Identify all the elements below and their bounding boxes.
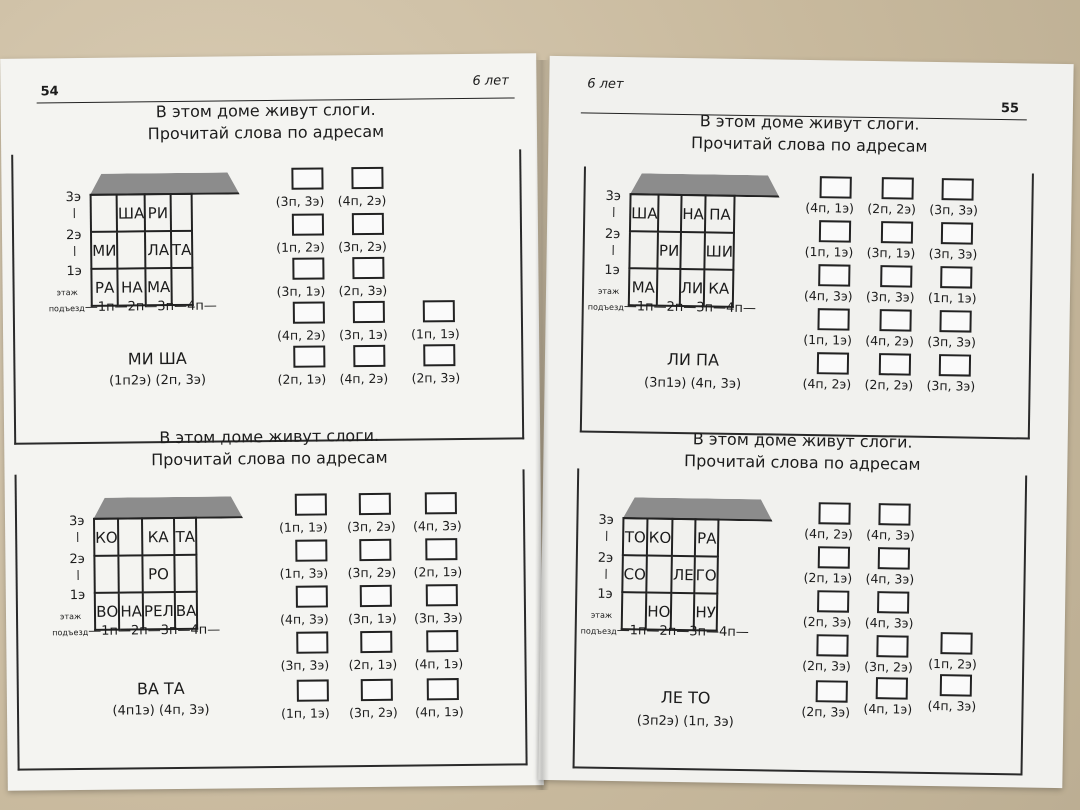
address-label: (3п, 3э) xyxy=(928,245,978,262)
answer-box[interactable] xyxy=(361,679,393,701)
address-label: (3п, 3э) xyxy=(929,201,979,218)
address-label: (3п, 1э) xyxy=(347,610,397,627)
example-word: ВА ТА xyxy=(136,678,185,699)
address-label: (3п, 2э) xyxy=(864,658,913,675)
address-label: (3п, 3э) xyxy=(275,193,325,209)
house-cell: ЛА xyxy=(145,231,171,268)
house-cell: КА xyxy=(142,518,174,555)
answer-box[interactable] xyxy=(359,539,391,561)
answer-box[interactable] xyxy=(940,266,972,288)
floor-label: 2э xyxy=(69,551,85,568)
address-label: (4п, 2э) xyxy=(804,525,854,542)
house-cell xyxy=(119,555,143,592)
answer-box[interactable] xyxy=(423,300,455,322)
answer-box[interactable] xyxy=(816,634,848,656)
house-cell: РА xyxy=(695,519,719,556)
house-grid xyxy=(90,193,194,307)
house-cell: ВА xyxy=(175,592,198,629)
house-cell: МА xyxy=(146,268,172,305)
entrance-labels: —1п—2п—3п—4п— xyxy=(88,622,221,639)
floor-label: 2э xyxy=(65,227,82,244)
house-cell xyxy=(91,195,118,232)
house-grid xyxy=(93,517,199,631)
entrance-axis-label: подъезд xyxy=(48,303,85,314)
house-cell: НА xyxy=(119,592,143,629)
house-cell: КО xyxy=(647,519,673,556)
entrance-labels: —1п—2п—3п—4п— xyxy=(84,298,217,315)
answer-box[interactable] xyxy=(820,176,852,198)
address-label: (2п, 3э) xyxy=(802,613,852,630)
address-label: (3п, 3э) xyxy=(280,657,330,673)
answer-box[interactable] xyxy=(877,591,909,613)
answer-box[interactable] xyxy=(941,222,973,244)
entrance-labels: —1п—2п—3п—4п— xyxy=(616,623,749,641)
floor-tick xyxy=(74,246,75,256)
example-word: ЛИ ПА xyxy=(666,349,720,370)
entrance-axis xyxy=(52,623,220,640)
address-label: (3п, 2э) xyxy=(338,238,387,255)
address-label: (3п, 3э) xyxy=(413,610,463,626)
house-cell: ГО xyxy=(694,556,718,593)
example-word: ЛЕ ТО xyxy=(660,687,711,708)
floor-label: 1э xyxy=(604,262,620,279)
address-label: (4п, 2э) xyxy=(802,375,852,392)
house-cell: ША xyxy=(630,194,659,231)
address-label: (3п, 3э) xyxy=(927,333,977,350)
answer-box[interactable] xyxy=(293,345,325,367)
house-cell xyxy=(170,194,192,231)
address-label: (2п, 3э) xyxy=(411,370,461,386)
age-label: 6 лет xyxy=(587,76,624,93)
address-label: (3п, 1э) xyxy=(339,326,388,343)
address-label: (4п, 3э) xyxy=(864,614,914,631)
answer-box[interactable] xyxy=(351,167,383,189)
address-label: (2п, 1э) xyxy=(803,569,853,586)
floor-label: 1э xyxy=(597,586,613,602)
house-cell: МИ xyxy=(91,232,118,269)
answer-box[interactable] xyxy=(942,178,974,200)
address-label: (2п, 1э) xyxy=(413,564,463,580)
house-cell xyxy=(629,231,658,268)
answer-box[interactable] xyxy=(353,345,385,367)
house-cell: РА xyxy=(91,269,118,306)
floor-label: 2э xyxy=(597,550,614,566)
answer-box[interactable] xyxy=(292,213,324,235)
answer-box[interactable] xyxy=(939,310,971,332)
answer-box[interactable] xyxy=(291,167,323,189)
answer-box[interactable] xyxy=(816,680,848,702)
panel-title-line1: В этом доме живут слоги. xyxy=(159,425,380,448)
address-label: (1п, 1э) xyxy=(804,243,854,260)
floor-label: 3э xyxy=(598,512,614,528)
panel-title-line2: Прочитай слова по адресам xyxy=(151,447,388,470)
answer-box[interactable] xyxy=(292,257,324,279)
address-label: (2п, 2э) xyxy=(864,376,914,393)
right-page xyxy=(538,56,1073,788)
house-cell xyxy=(672,519,695,556)
address-label: (4п, 3э) xyxy=(927,697,977,714)
answer-box[interactable] xyxy=(817,308,849,330)
address-label: (2п, 3э) xyxy=(801,703,851,720)
house-cell: ТО xyxy=(623,518,648,555)
house-cell: РИ xyxy=(145,194,171,231)
floor-label: 3э xyxy=(65,189,82,206)
house-cell: РО xyxy=(142,555,174,592)
house-cell xyxy=(118,518,142,555)
address-label: (2п, 2э) xyxy=(867,200,917,217)
answer-box[interactable] xyxy=(818,264,850,286)
address-label: (1п, 2э) xyxy=(276,239,325,255)
answer-box[interactable] xyxy=(876,635,908,657)
exercise-panel xyxy=(573,429,1028,775)
panel-title-line1: В этом доме живут слоги. xyxy=(155,99,376,122)
house-cell: НА xyxy=(118,268,147,305)
age-label: 6 лет xyxy=(472,73,509,89)
panel-title-line2: Прочитай слова по адресам xyxy=(690,133,928,156)
address-label: (1п, 1э) xyxy=(279,519,328,535)
page-number: 54 xyxy=(40,84,59,100)
house-cell: ВО xyxy=(95,593,120,630)
entrance-labels: —1п—2п—3п—4п— xyxy=(623,299,757,317)
address-label: (4п, 2э) xyxy=(337,192,387,209)
address-label: (2п, 1э) xyxy=(348,656,398,673)
answer-box[interactable] xyxy=(296,631,328,653)
house-cell xyxy=(680,232,705,269)
entrance-axis-label: подъезд xyxy=(580,626,617,637)
panel-title-line1: В этом доме живут слоги. xyxy=(692,429,913,452)
house-cell xyxy=(174,555,197,592)
answer-box[interactable] xyxy=(426,584,458,606)
floor-label: 2э xyxy=(604,226,621,243)
house-cell xyxy=(117,231,146,268)
answer-box[interactable] xyxy=(296,585,328,607)
address-label: (4п, 2э) xyxy=(277,327,326,343)
floor-axis-label: этаж xyxy=(590,610,613,620)
exercise-panel xyxy=(11,99,524,444)
house-cell: НА xyxy=(681,195,706,232)
address-label: (3п, 3э) xyxy=(865,288,915,305)
address-label: (4п, 2э) xyxy=(339,370,389,387)
address-label: (1п, 1э) xyxy=(803,331,853,348)
answer-box[interactable] xyxy=(819,220,851,242)
floor-axis-label: этаж xyxy=(56,288,78,298)
example-address: (1п2э) (2п, 3э) xyxy=(108,372,207,389)
house-cell: ТА xyxy=(174,518,197,555)
answer-box[interactable] xyxy=(360,585,392,607)
house-cell: КО xyxy=(94,519,119,556)
panel-title-line1: В этом доме живут слоги. xyxy=(699,111,920,134)
answer-box[interactable] xyxy=(427,678,459,700)
house-cell: НУ xyxy=(694,593,718,630)
address-label: (3п, 1э) xyxy=(866,244,916,261)
address-label: (4п, 1э) xyxy=(414,704,464,720)
floor-tick xyxy=(613,245,614,255)
floor-tick xyxy=(78,570,79,580)
exercise-panel xyxy=(15,425,528,770)
house-grid xyxy=(628,193,736,308)
answer-box[interactable] xyxy=(359,493,391,515)
answer-box[interactable] xyxy=(352,257,384,279)
answer-box[interactable] xyxy=(297,679,329,701)
house-cell: ТА xyxy=(171,231,193,268)
address-label: (1п, 2э) xyxy=(928,655,977,672)
house-cell xyxy=(658,195,681,232)
address-label: (2п, 3э) xyxy=(802,657,851,674)
answer-box[interactable] xyxy=(878,503,910,525)
address-label: (1п, 1э) xyxy=(927,289,977,306)
address-label: (4п, 1э) xyxy=(863,700,913,717)
page-number: 55 xyxy=(1000,101,1020,117)
house-cell: МА xyxy=(629,268,658,305)
answer-box[interactable] xyxy=(423,344,455,366)
floor-axis-label: этаж xyxy=(59,612,82,622)
answer-box[interactable] xyxy=(295,493,327,515)
example-address: (3п2э) (1п, 3э) xyxy=(636,713,734,730)
address-label: (4п, 1э) xyxy=(805,199,855,216)
house-cell: ШИ xyxy=(704,232,734,269)
house-cell xyxy=(647,556,673,593)
address-label: (3п, 2э) xyxy=(347,518,396,535)
entrance-axis xyxy=(581,622,749,640)
floor-label: 3э xyxy=(68,513,85,530)
house-cell: РИ xyxy=(658,232,681,269)
answer-box[interactable] xyxy=(293,301,325,323)
address-label: (4п, 3э) xyxy=(279,611,329,627)
answer-box[interactable] xyxy=(818,546,850,568)
panel-title-line2: Прочитай слова по адресам xyxy=(147,121,385,144)
answer-box[interactable] xyxy=(878,547,910,569)
address-label: (1п, 3э) xyxy=(279,565,329,581)
house-cell: РЕЛ xyxy=(143,592,175,629)
answer-box[interactable] xyxy=(818,502,850,524)
address-label: (3п, 1э) xyxy=(276,283,326,299)
address-label: (4п, 3э) xyxy=(865,570,915,587)
entrance-axis xyxy=(588,299,756,317)
address-label: (4п, 3э) xyxy=(866,526,915,543)
address-label: (3п, 2э) xyxy=(347,564,397,581)
address-label: (4п, 3э) xyxy=(803,287,853,304)
house-cell: ЛИ xyxy=(679,269,704,306)
exercise-panel xyxy=(580,111,1034,439)
answer-box[interactable] xyxy=(352,213,384,235)
answer-box[interactable] xyxy=(940,632,972,654)
address-label: (4п, 1э) xyxy=(414,656,464,672)
house-grid xyxy=(621,517,720,632)
answer-box[interactable] xyxy=(817,590,849,612)
floor-axis-label: этаж xyxy=(597,286,620,297)
address-label: (3п, 2э) xyxy=(348,704,398,721)
entrance-axis-label: подъезд xyxy=(52,627,89,638)
address-label: (1п, 1э) xyxy=(280,705,330,721)
address-label: (2п, 3э) xyxy=(338,282,388,299)
answer-box[interactable] xyxy=(939,354,971,376)
entrance-axis xyxy=(49,299,217,316)
answer-box[interactable] xyxy=(879,353,911,375)
answer-box[interactable] xyxy=(425,538,457,560)
answer-box[interactable] xyxy=(879,309,911,331)
address-label: (1п, 1э) xyxy=(411,326,460,342)
floor-tick xyxy=(613,207,614,217)
answer-box[interactable] xyxy=(881,221,913,243)
address-label: (3п, 3э) xyxy=(926,377,976,394)
answer-box[interactable] xyxy=(876,677,908,699)
entrance-axis-label: подъезд xyxy=(587,302,624,313)
answer-box[interactable] xyxy=(353,301,385,323)
floor-tick xyxy=(606,531,607,541)
example-address: (4п1э) (4п, 3э) xyxy=(112,702,210,719)
floor-label: 3э xyxy=(605,188,622,205)
house-cell: ЛЕ xyxy=(672,556,695,593)
answer-box[interactable] xyxy=(882,177,914,199)
floor-tick xyxy=(74,208,75,218)
answer-box[interactable] xyxy=(940,674,972,696)
answer-box[interactable] xyxy=(360,631,392,653)
address-label: (4п, 2э) xyxy=(865,332,915,349)
house-cell: ПА xyxy=(705,195,735,232)
answer-box[interactable] xyxy=(295,539,327,561)
address-label: (4п, 3э) xyxy=(413,518,462,534)
floor-label: 1э xyxy=(66,263,82,280)
book-spine-shadow xyxy=(535,60,549,790)
house-cell: ША xyxy=(117,194,146,231)
example-word: МИ ША xyxy=(127,348,187,369)
answer-box[interactable] xyxy=(817,352,849,374)
answer-box[interactable] xyxy=(426,630,458,652)
floor-tick xyxy=(606,569,607,579)
left-page xyxy=(0,53,544,791)
floor-tick xyxy=(77,532,78,542)
answer-box[interactable] xyxy=(425,492,457,514)
address-label: (2п, 1э) xyxy=(277,371,327,387)
answer-box[interactable] xyxy=(880,265,912,287)
panel-title-line2: Прочитай слова по адресам xyxy=(683,451,921,474)
house-cell xyxy=(94,556,119,593)
floor-label: 1э xyxy=(69,587,86,604)
house-cell: НО xyxy=(646,593,672,630)
house-cell: СО xyxy=(622,555,647,592)
house-cell: КА xyxy=(704,269,734,306)
example-address: (3п1э) (4п, 3э) xyxy=(643,375,742,392)
